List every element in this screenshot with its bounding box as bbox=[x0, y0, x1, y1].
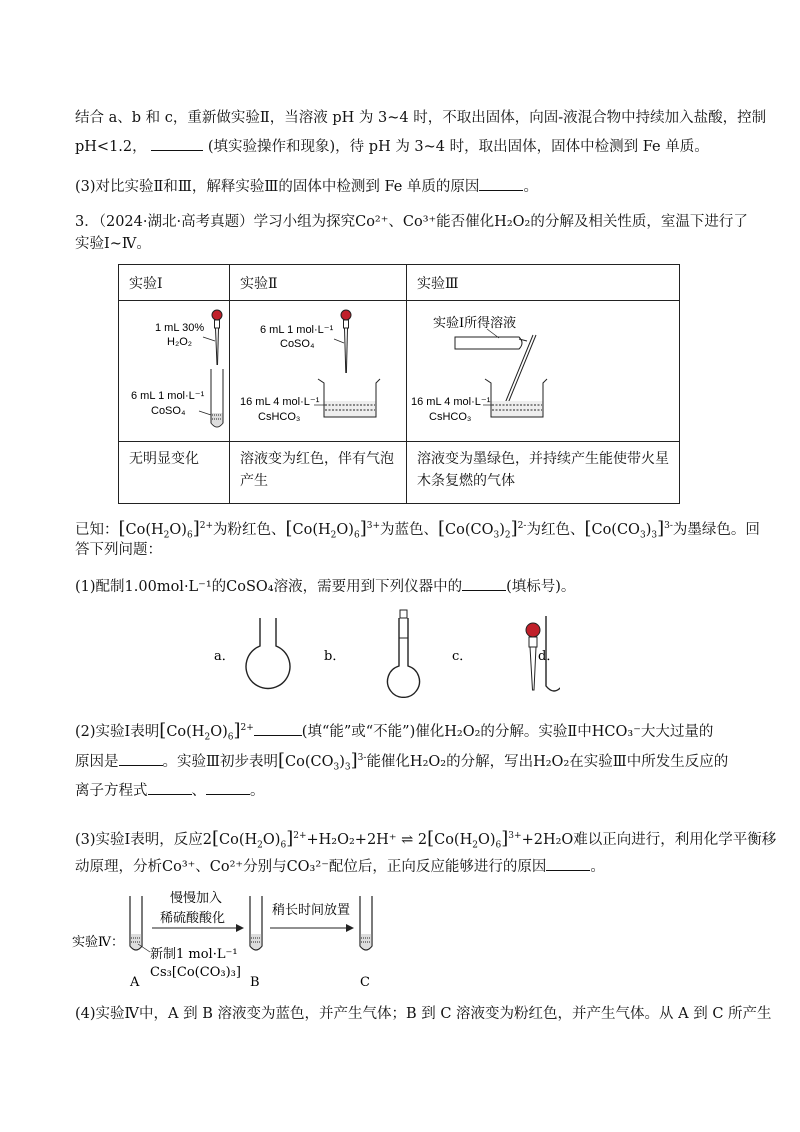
label: CsHCO₃ bbox=[429, 411, 472, 423]
known-line: 答下列问题： bbox=[75, 542, 162, 558]
question-3: (3)实验Ⅰ表明，反应$2[Co(H_2O)_6]^{2+}+H_2O_2+2H^+$ ⇌ $2[Co(H_2O)_6]^{3+}+2H_2O$难以正向进行，利用化学平衡移 bbox=[75, 827, 777, 851]
observation-cell: 溶液变为墨绿色，并持续产生能使带火星 木条复燃的气体 bbox=[407, 442, 680, 504]
label: CoSO₄ bbox=[151, 405, 186, 417]
answer-blank[interactable] bbox=[254, 721, 302, 736]
tube-label: C bbox=[360, 975, 370, 990]
option-label: c． bbox=[452, 649, 473, 664]
table-header: 实验Ⅰ bbox=[119, 265, 230, 301]
answer-blank[interactable] bbox=[546, 856, 590, 871]
question-4: (4)实验Ⅳ中，A 到 B 溶液变为蓝色，并产生气体；B 到 C 溶液变为粉红色，并产生气体。从 A 到 C 所产生 bbox=[75, 1006, 772, 1022]
label: 6 mL 1 mol·L⁻¹ bbox=[131, 390, 205, 402]
dropper-tube-diagram bbox=[119, 301, 229, 437]
text-fragment: pH<1.2， bbox=[75, 139, 147, 155]
answer-blank[interactable] bbox=[151, 136, 203, 151]
paragraph-line bbox=[75, 136, 709, 157]
arrow-label: 稀硫酸酸化 bbox=[160, 911, 226, 926]
known-line: 已知：$[Co(H_2O)_6]^{2+}$为粉红色、$[Co(H_2O)_6]^{3+}$为蓝色、$[Co(CO_3)_2]^{2-}$为红色、$[Co(CO_3)_3]^{3-}$为墨绿色。回 bbox=[75, 517, 760, 541]
option-label: d． bbox=[538, 649, 560, 664]
question-2: 原因是 。实验Ⅲ初步表明$[Co(CO_3)_3]^{3-}$能催化H₂O₂的分解，写出H₂O₂在实验Ⅲ中所发生反应的 bbox=[75, 749, 729, 773]
label: 6 mL 1 mol·L⁻¹ bbox=[260, 324, 334, 336]
experiment-4-diagram bbox=[72, 884, 392, 990]
observation-cell: 无明显变化 bbox=[119, 442, 230, 504]
text-fragment: (填实验操作和现象)，待 pH 为 3~4 时，取出固体，固体中检测到 Fe 单质。 bbox=[207, 139, 709, 155]
question-3: 动原理，分析Co³⁺、Co²⁺分别与CO₃²⁻配位后，正向反应能够进行的原因 。 bbox=[75, 856, 605, 877]
pouring-diagram bbox=[407, 301, 679, 437]
arrow-label: 慢慢加入 bbox=[170, 891, 223, 906]
question-2: (2)实验Ⅰ表明$[Co(H_2O)_6]^{2+}$ (填“能”或“不能”)催化H₂O₂的分解。实验Ⅱ中HCO₃⁻大大过量的 bbox=[75, 719, 714, 743]
table-header: 实验Ⅲ bbox=[407, 265, 680, 301]
question-line bbox=[75, 176, 538, 197]
reagent-label: 新制1 mol·L⁻¹ bbox=[150, 947, 238, 962]
tube-label: A bbox=[130, 975, 140, 990]
answer-blank[interactable] bbox=[119, 751, 163, 766]
experiment-3-diagram bbox=[407, 301, 680, 442]
option-label: b． bbox=[324, 649, 346, 664]
label: 1 mL 30% bbox=[155, 322, 205, 334]
label: 实验Ⅰ所得溶液 bbox=[433, 316, 517, 331]
reagent-label: Cs₃[Co(CO₃)₃] bbox=[150, 965, 241, 980]
table-header: 实验Ⅱ bbox=[230, 265, 407, 301]
paragraph-line: 结合 a、b 和 c，重新做实验Ⅱ，当溶液 pH 为 3~4 时，不取出固体，向固-液混合物中持续加入盐酸，控制 bbox=[75, 110, 767, 126]
question-1: (1)配制1.00mol·L⁻¹的CoSO₄溶液，需要用到下列仪器中的 (填标号)。 bbox=[75, 576, 575, 597]
answer-blank[interactable] bbox=[206, 780, 250, 795]
label: 16 mL 4 mol·L⁻¹ bbox=[411, 396, 491, 408]
apparatus-figure bbox=[200, 608, 560, 698]
experiment-1-diagram bbox=[119, 301, 230, 442]
problem-title: 3．（2024·湖北·高考真题）学习小组为探究Co²⁺、Co³⁺能否催化H₂O₂的分解及相关性质，室温下进行了 bbox=[75, 214, 748, 230]
label: CoSO₄ bbox=[280, 338, 315, 350]
text-fragment: 。 bbox=[523, 179, 538, 195]
answer-blank[interactable] bbox=[479, 176, 523, 191]
option-label: a． bbox=[214, 649, 235, 664]
tube-label: B bbox=[250, 975, 260, 990]
experiment-2-diagram bbox=[230, 301, 407, 442]
answer-blank[interactable] bbox=[462, 576, 506, 591]
dropper-beaker-diagram bbox=[230, 301, 406, 437]
observation-cell: 溶液变为红色，伴有气泡 产生 bbox=[230, 442, 407, 504]
text-fragment: (3)对比实验Ⅱ和Ⅲ，解释实验Ⅲ的固体中检测到 Fe 单质的原因 bbox=[75, 179, 480, 195]
label: CsHCO₃ bbox=[258, 411, 301, 423]
problem-title: 实验Ⅰ~Ⅳ。 bbox=[75, 236, 151, 252]
answer-blank[interactable] bbox=[148, 780, 192, 795]
experiment-label: 实验Ⅳ： bbox=[72, 935, 124, 950]
question-2: 离子方程式 、 。 bbox=[75, 780, 265, 801]
experiment-table bbox=[118, 264, 680, 504]
label: H₂O₂ bbox=[167, 336, 193, 348]
arrow-label: 稍长时间放置 bbox=[272, 903, 351, 918]
label: 16 mL 4 mol·L⁻¹ bbox=[240, 396, 320, 408]
